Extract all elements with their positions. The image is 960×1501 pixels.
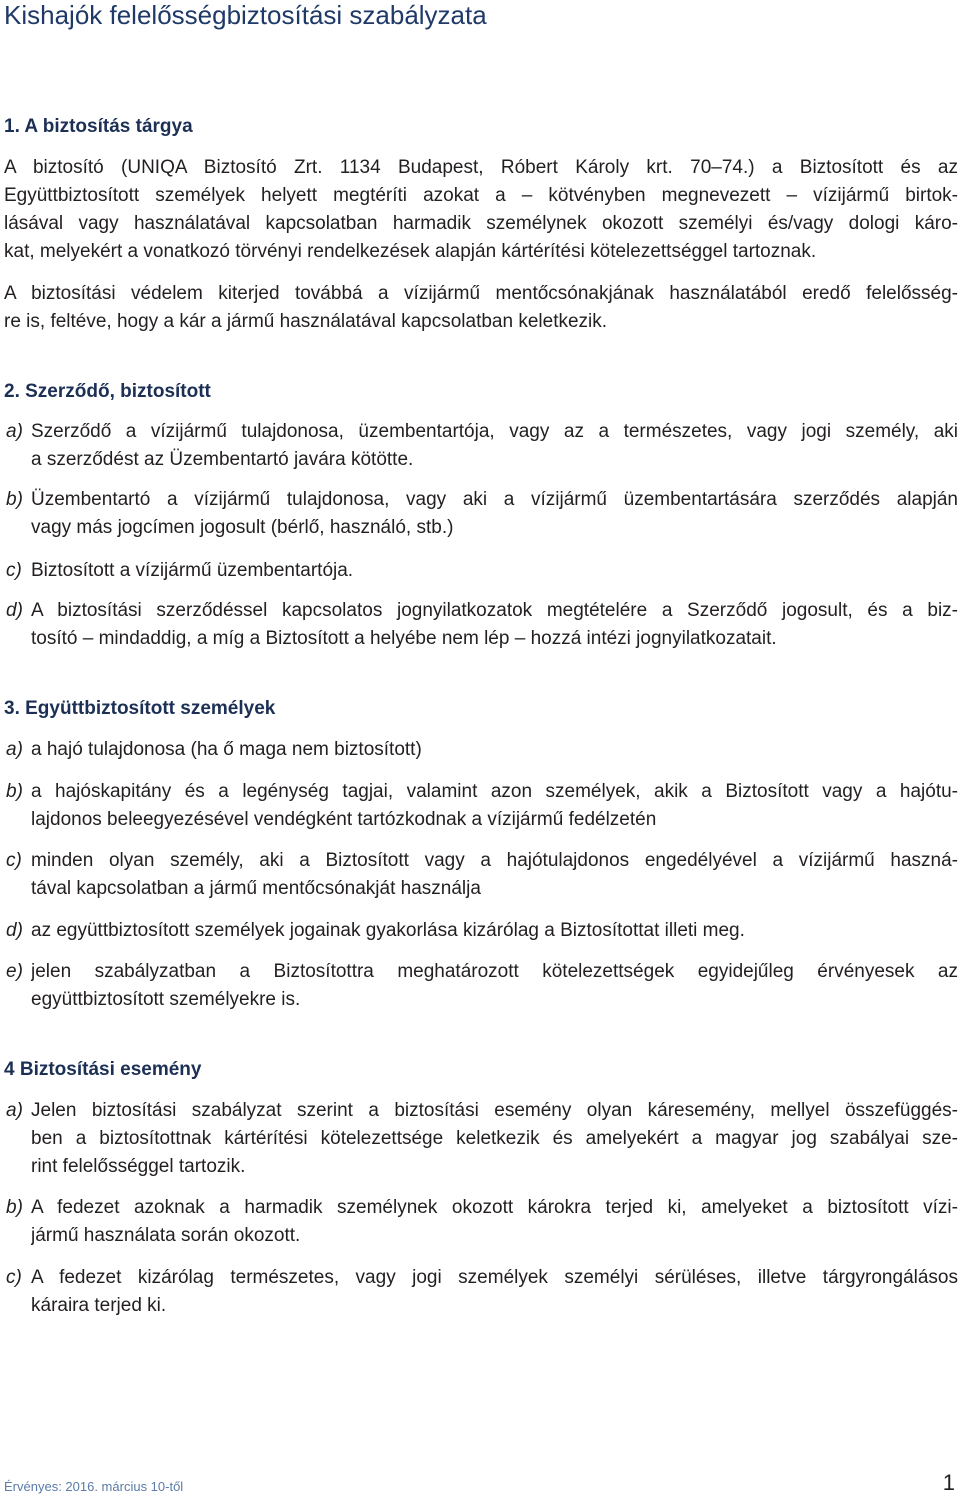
document-title: Kishajók felelősségbiztosítási szabályzata <box>4 0 487 30</box>
item-label: e) <box>6 961 23 982</box>
paragraph <box>4 154 958 266</box>
paragraph-line: re is, feltéve, hogy a kár a jármű használatával kapcsolatban keletkezik. <box>4 311 608 332</box>
paragraph-line: A biztosítási védelem kiterjed továbbá a vízijármű mentőcsónakjának használatából eredő felelősség- <box>4 283 958 304</box>
item-label: c) <box>6 1267 22 1288</box>
item-text-line: tosító – mindaddig, a míg a Biztosított a helyébe nem lép – hozzá intézi jognyilatkozatait. <box>31 628 777 649</box>
item-text-line: jármű használata során okozott. <box>31 1225 301 1246</box>
item-text-line: ben a biztosítottnak kártérítési kötelezettsége keletkezik és amelyekért a magyar jog szabályai sze- <box>31 1128 958 1149</box>
item-text-line: a hajó tulajdonosa (ha ő maga nem biztosított) <box>31 739 422 760</box>
item-text-line: Biztosított a vízijármű üzembentartója. <box>31 560 354 581</box>
item-text-line: a hajóskapitány és a legénység tagjai, valamint azon személyek, akik a Biztosított vagy a hajótu- <box>31 781 958 802</box>
item-label: d) <box>6 920 23 941</box>
item-text-line: a szerződést az Üzembentartó javára kötötte. <box>31 449 414 470</box>
item-text-line: együttbiztosított személyekre is. <box>31 989 301 1010</box>
paragraph-line: Együttbiztosított személyek helyett megtéríti azokat a – kötvényben megnevezett – vízijármű birtok- <box>4 185 958 206</box>
item-text-line: jelen szabályzatban a Biztosítottra meghatározott kötelezettségek egyidejűleg érvényesek az <box>31 961 958 982</box>
section-heading: 1. A biztosítás tárgya <box>4 116 193 137</box>
item-text-line: Jelen biztosítási szabályzat szerint a biztosítási esemény olyan káresemény, mellyel összefüggés- <box>31 1100 958 1121</box>
item-text-line: lajdonos beleegyezésével vendégként tartózkodnak a vízijármű fedélzetén <box>31 809 657 830</box>
page-number: 1 <box>942 1470 955 1495</box>
item-text-line: rint felelősséggel tartozik. <box>31 1156 246 1177</box>
paragraph <box>4 280 958 336</box>
item-text-line: káraira terjed ki. <box>31 1295 167 1316</box>
item-label: b) <box>6 781 23 802</box>
item-text-line: Szerződő a vízijármű tulajdonosa, üzembentartója, vagy az a természetes, vagy jogi személy, aki <box>31 421 958 442</box>
paragraph-line: A biztosító (UNIQA Biztosító Zrt. 1134 Budapest, Róbert Károly krt. 70–74.) a Biztosított és az <box>4 157 958 178</box>
item-label: b) <box>6 1197 23 1218</box>
item-label: a) <box>6 739 23 760</box>
item-text-line: Üzembentartó a vízijármű tulajdonosa, vagy aki a vízijármű üzembentartására szerződés alapján <box>31 489 958 510</box>
item-text-line: az együttbiztosított személyek jogainak gyakorlása kizárólag a Biztosítottat illeti meg. <box>31 920 745 941</box>
footer-validity-date: Érvényes: 2016. március 10-től <box>4 1479 184 1494</box>
paragraph-line: lásával vagy használatával kapcsolatban harmadik személynek okozott személyi és/vagy dologi káro- <box>4 213 958 234</box>
item-text-line: A biztosítási szerződéssel kapcsolatos jognyilatkozatok megtételére a Szerződő jogosult, és a biz- <box>31 600 958 621</box>
item-label: a) <box>6 1100 23 1121</box>
item-label: b) <box>6 489 23 510</box>
item-label: a) <box>6 421 23 442</box>
item-text-line: A fedezet kizárólag természetes, vagy jogi személyek személyi sérüléses, illetve tárgyrongálásos <box>31 1267 958 1288</box>
item-text-line: A fedezet azoknak a harmadik személynek okozott károkra terjed ki, amelyeket a biztosított vízi- <box>31 1197 958 1218</box>
item-text-line: tával kapcsolatban a jármű mentőcsónakját használja <box>31 878 481 899</box>
section-heading: 4 Biztosítási esemény <box>4 1059 202 1080</box>
item-label: c) <box>6 850 22 871</box>
section-heading: 2. Szerződő, biztosított <box>4 381 211 402</box>
item-label: d) <box>6 600 23 621</box>
section-heading: 3. Együttbiztosított személyek <box>4 698 276 719</box>
item-text-line: vagy más jogcímen jogosult (bérlő, használó, stb.) <box>31 517 454 538</box>
item-label: c) <box>6 560 22 581</box>
item-text-line: minden olyan személy, aki a Biztosított vagy a hajótulajdonos engedélyével a vízijármű haszná- <box>31 850 958 871</box>
paragraph-line: kat, melyekért a vonatkozó törvényi rendelkezések alapján kártérítési kötelezettséggel tartoznak. <box>4 241 817 262</box>
